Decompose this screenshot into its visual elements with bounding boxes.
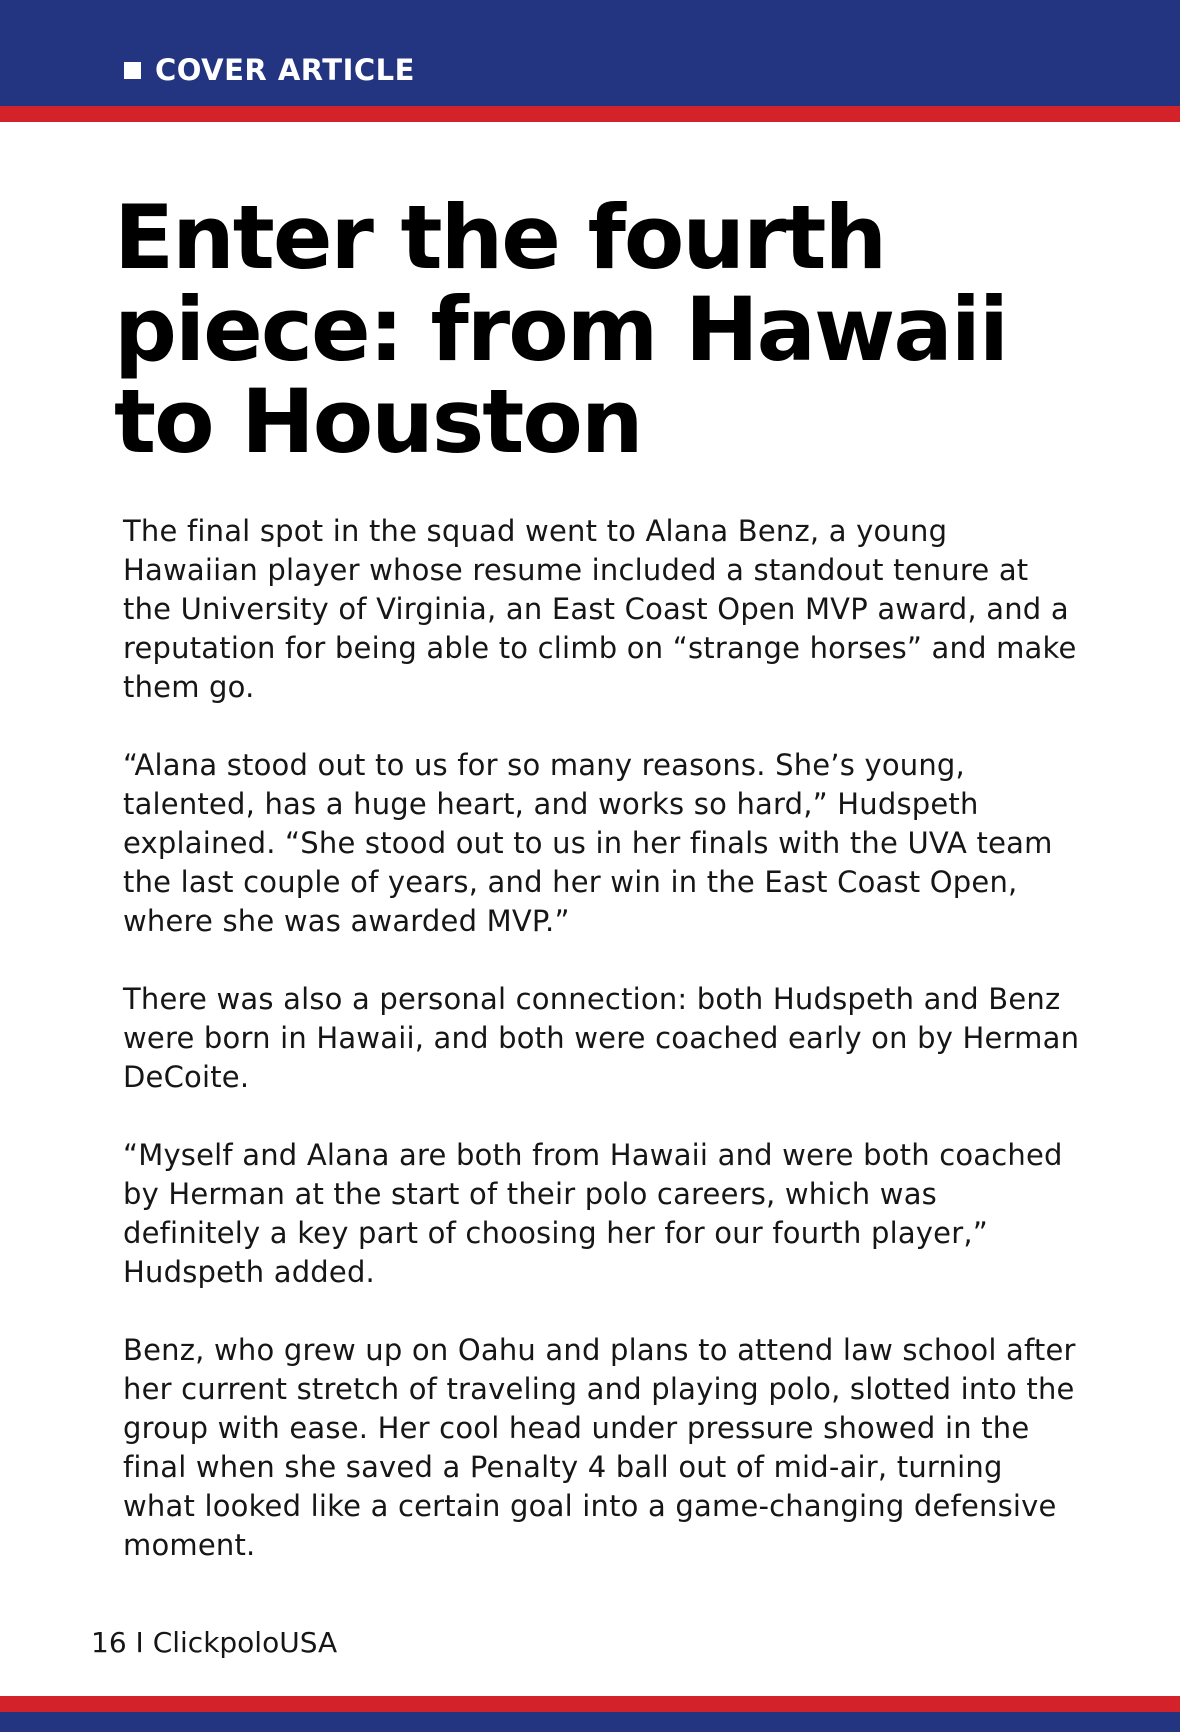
section-label bbox=[124, 50, 415, 90]
footer-band bbox=[0, 1712, 1180, 1732]
paragraph: The final spot in the squad went to Alana Benz, a young Hawaiian player whose resume included a standout tenure at the University of Virginia, an East Coast Open MVP award, and a reputation for being able to climb on “strange horses” and make them go. bbox=[123, 514, 1077, 704]
footer-red-stripe bbox=[0, 1696, 1180, 1712]
article-body bbox=[123, 512, 1083, 1604]
paragraph: “Alana stood out to us for so many reasons. She’s young, talented, has a huge heart, and works so hard,” Hudspeth explained. “She stood out to us in her finals with the UVA team the last couple of years, and her win in the East Coast Open, where she was awarded MVP.” bbox=[123, 748, 1053, 938]
paragraph: “Myself and Alana are both from Hawaii and were both coached by Herman at the start of their polo careers, which was definitely a key part of choosing her for our fourth player,” Hudspeth added. bbox=[123, 1138, 1063, 1289]
paragraph: Benz, who grew up on Oahu and plans to attend law school after her current stretch of traveling and playing polo, slotted into the group with ease. Her cool head under pressure showed in the final when she saved a Penalty 4 ball out of mid-air, turning what looked like a certain goal into a game-changing defensive moment. bbox=[123, 1333, 1076, 1562]
section-label-text: COVER ARTICLE bbox=[155, 53, 415, 87]
square-bullet-icon bbox=[124, 62, 141, 79]
paragraph: There was also a personal connection: both Hudspeth and Benz were born in Hawaii, and both were coached early on by Herman DeCoite. bbox=[123, 982, 1080, 1094]
article-headline: Enter the fourth piece: from Hawaii to Houston bbox=[114, 186, 1008, 473]
page-footer: 16 I ClickpoloUSA bbox=[91, 1626, 338, 1659]
header-red-stripe bbox=[0, 106, 1180, 122]
